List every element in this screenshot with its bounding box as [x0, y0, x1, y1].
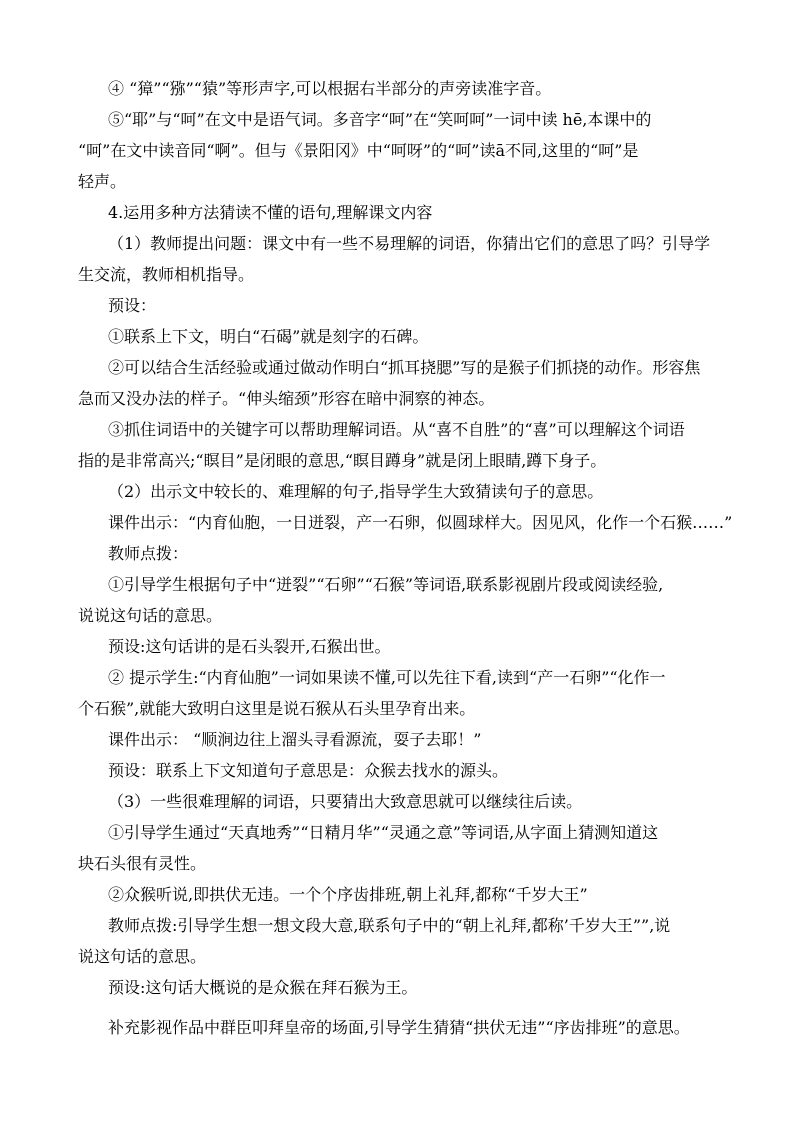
line-27: ②众猴听说,即拱伏无违。一个个序齿排班,朝上礼拜,都称“千岁大王” — [108, 885, 588, 904]
line-15: 课件出示：“内育仙胞，一日迸裂，产一石卵，似圆球样大。因见风，化作一个石猴……” — [108, 513, 733, 532]
line-20: ② 提示学生:“内育仙胞”一词如果读不懂,可以先往下看,读到“产一石卵”“化作一 — [108, 668, 666, 687]
line-4: 轻声。 — [78, 172, 127, 191]
line-8: 预设： — [108, 296, 157, 315]
line-3: “呵”在文中读音同“啊”。但与《景阳冈》中“呵呀”的“呵”读ā不同,这里的“呵”是 — [78, 141, 639, 160]
line-13: 指的是非常高兴;“瞑目”是闭眼的意思,“瞑目蹲身”就是闭上眼睛,蹲下身子。 — [78, 451, 607, 470]
line-17: ①引导学生根据句子中“迸裂”“石卵”“石猴”等词语,联系影视剧片段或阅读经验, — [108, 575, 664, 594]
line-12: ③抓住词语中的关键字可以帮助理解词语。从“喜不自胜”的“喜”可以理解这个词语 — [108, 420, 685, 439]
line-21: 个石猴”,就能大致明白这里是说石猴从石头里孕育出来。 — [78, 699, 476, 718]
line-7: 生交流，教师相机指导。 — [78, 265, 255, 284]
line-2: ⑤“耶”与“呵”在文中是语气词。多音字“呵”在“笑呵呵”一词中读 hē,本课中的 — [108, 110, 652, 129]
line-31: 补充影视作品中群臣叩拜皇帝的场面,引导学生猜猜“拱伏无违”“序齿排班”的意思。 — [108, 1018, 690, 1037]
line-24: （3）一些很难理解的词语，只要猜出大致意思就可以继续往后读。 — [108, 792, 583, 811]
line-14: （2）出示文中较长的、难理解的句子,指导学生大致猜读句子的意思。 — [108, 482, 604, 501]
line-23: 预设：联系上下文知道句子意思是：众猴去找水的源头。 — [108, 761, 509, 780]
line-11: 急而又没办法的样子。“伸头缩颈”形容在暗中洞察的神态。 — [78, 389, 495, 408]
line-16: 教师点拨： — [108, 544, 189, 563]
line-19: 预设:这句话讲的是石头裂开,石猴出世。 — [108, 637, 391, 656]
line-25: ①引导学生通过“天真地秀”“日精月华”“灵通之意”等词语,从字面上猜测知道这 — [108, 823, 659, 842]
line-6: （1）教师提出问题：课文中有一些不易理解的词语，你猜出它们的意思了吗？引导学 — [108, 234, 711, 253]
line-22: 课件出示： “顺涧边往上溜头寻看源流，耍子去耶！” — [108, 730, 482, 749]
line-26: 块石头很有灵性。 — [78, 854, 207, 873]
line-5: 4.运用多种方法猜读不懂的语句,理解课文内容 — [108, 203, 433, 222]
line-30: 预设:这句话大概说的是众猴在拜石猴为王。 — [108, 978, 418, 997]
line-10: ②可以结合生活经验或通过做动作明白“抓耳挠腮”写的是猴子们抓挠的动作。形容焦 — [108, 358, 701, 377]
line-18: 说说这句话的意思。 — [78, 606, 223, 625]
line-28: 教师点拨:引导学生想一想文段大意,联系句子中的“朝上礼拜,都称’千岁大王””,说 — [108, 916, 671, 935]
line-9: ①联系上下文，明白“石碣”就是刻字的石碑。 — [108, 327, 429, 346]
line-1: ④ “獐”“猕”“猿”等形声字,可以根据右半部分的声旁读准字音。 — [108, 79, 552, 98]
line-29: 说这句话的意思。 — [78, 947, 207, 966]
